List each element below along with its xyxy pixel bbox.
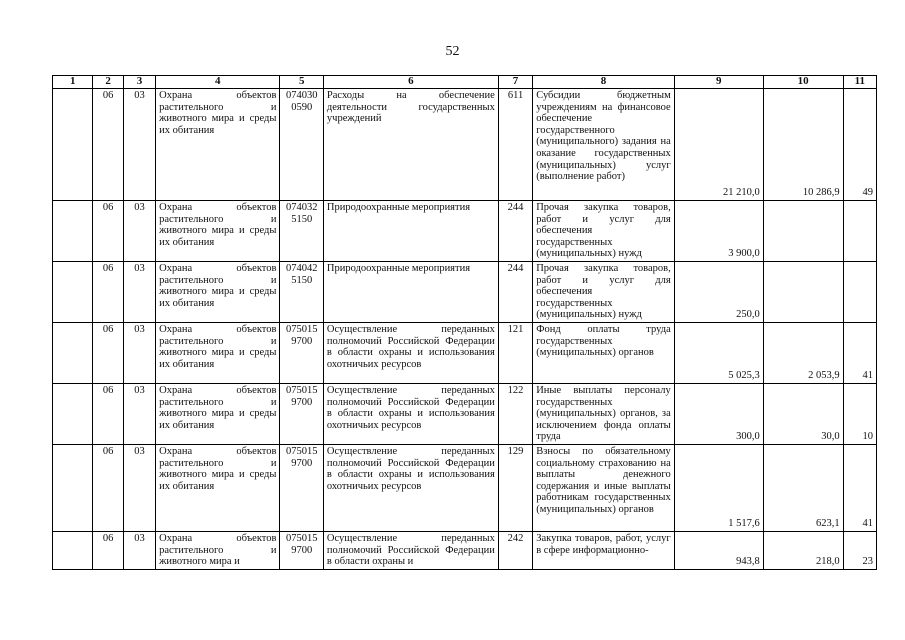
cell-section: 06 xyxy=(93,323,123,384)
cell-target-code: 074030 0590 xyxy=(280,89,323,201)
column-header: 11 xyxy=(843,76,876,89)
table-row xyxy=(53,445,877,532)
cell-target-name: Природоохранные мероприятия xyxy=(323,262,498,323)
cell-section: 06 xyxy=(93,445,123,532)
cell-subsection: 03 xyxy=(123,323,155,384)
column-header: 10 xyxy=(763,76,843,89)
cell-expense-type-code: 121 xyxy=(498,323,532,384)
cell-col1 xyxy=(53,323,93,384)
cell-target-code: 075015 9700 xyxy=(280,532,323,570)
column-header: 7 xyxy=(498,76,532,89)
column-header: 8 xyxy=(533,76,675,89)
cell-percent xyxy=(843,262,876,323)
cell-section: 06 xyxy=(93,532,123,570)
cell-actual-amount: 623,1 xyxy=(763,445,843,532)
cell-planned-amount: 5 025,3 xyxy=(674,323,763,384)
column-header: 5 xyxy=(280,76,323,89)
cell-actual-amount xyxy=(763,201,843,262)
cell-subsection-name: Охрана объектов растительного и животного мира и среды их обитания xyxy=(156,262,280,323)
cell-expense-type-name: Фонд оплаты труда государственных (муниципальных) органов xyxy=(533,323,675,384)
cell-subsection-name: Охрана объектов растительного и животного мира и среды их обитания xyxy=(156,89,280,201)
cell-target-name: Природоохранные мероприятия xyxy=(323,201,498,262)
cell-target-name: Расходы на обеспечение деятельности государственных учреждений xyxy=(323,89,498,201)
cell-percent: 23 xyxy=(843,532,876,570)
cell-actual-amount: 218,0 xyxy=(763,532,843,570)
cell-planned-amount: 943,8 xyxy=(674,532,763,570)
cell-col1 xyxy=(53,201,93,262)
column-header: 1 xyxy=(53,76,93,89)
cell-subsection: 03 xyxy=(123,89,155,201)
cell-col1 xyxy=(53,89,93,201)
cell-target-name: Осуществление переданных полномочий Российской Федерации в области охраны и использования охотничьих ресурсов xyxy=(323,384,498,445)
cell-subsection: 03 xyxy=(123,384,155,445)
cell-percent: 41 xyxy=(843,445,876,532)
cell-expense-type-name: Иные выплаты персоналу государственных (муниципальных) органов, за исключением фонда оплаты труда xyxy=(533,384,675,445)
cell-planned-amount: 1 517,6 xyxy=(674,445,763,532)
cell-subsection-name: Охрана объектов растительного и животного мира и среды их обитания xyxy=(156,201,280,262)
cell-percent: 49 xyxy=(843,89,876,201)
cell-percent xyxy=(843,201,876,262)
cell-subsection: 03 xyxy=(123,445,155,532)
cell-target-code: 075015 9700 xyxy=(280,445,323,532)
cell-expense-type-code: 129 xyxy=(498,445,532,532)
table-row xyxy=(53,532,877,570)
cell-expense-type-code: 611 xyxy=(498,89,532,201)
cell-target-code: 075015 9700 xyxy=(280,323,323,384)
table-row xyxy=(53,201,877,262)
table-row xyxy=(53,384,877,445)
cell-actual-amount: 30,0 xyxy=(763,384,843,445)
cell-planned-amount: 300,0 xyxy=(674,384,763,445)
budget-table xyxy=(52,75,877,570)
cell-target-code: 075015 9700 xyxy=(280,384,323,445)
cell-subsection: 03 xyxy=(123,262,155,323)
column-header: 9 xyxy=(674,76,763,89)
cell-subsection-name: Охрана объектов растительного и животного мира и среды их обитания xyxy=(156,384,280,445)
cell-subsection: 03 xyxy=(123,532,155,570)
cell-actual-amount xyxy=(763,262,843,323)
table-row xyxy=(53,89,877,201)
column-header: 4 xyxy=(156,76,280,89)
cell-target-code: 074032 5150 xyxy=(280,201,323,262)
cell-percent: 41 xyxy=(843,323,876,384)
cell-planned-amount: 250,0 xyxy=(674,262,763,323)
cell-target-code: 074042 5150 xyxy=(280,262,323,323)
cell-actual-amount: 2 053,9 xyxy=(763,323,843,384)
cell-section: 06 xyxy=(93,384,123,445)
cell-subsection-name: Охрана объектов растительного и животного мира и среды их обитания xyxy=(156,323,280,384)
cell-col1 xyxy=(53,532,93,570)
cell-subsection: 03 xyxy=(123,201,155,262)
cell-planned-amount: 21 210,0 xyxy=(674,89,763,201)
cell-expense-type-name: Субсидии бюджетным учреждениям на финансовое обеспечение государственного (муниципального) задания на оказание государственных (муниципальных) услуг (выполнение работ) xyxy=(533,89,675,201)
cell-actual-amount: 10 286,9 xyxy=(763,89,843,201)
cell-col1 xyxy=(53,384,93,445)
cell-col1 xyxy=(53,445,93,532)
cell-target-name: Осуществление переданных полномочий Российской Федерации в области охраны и использования охотничьих ресурсов xyxy=(323,323,498,384)
table-row xyxy=(53,323,877,384)
cell-target-name: Осуществление переданных полномочий Российской Федерации в области охраны и xyxy=(323,532,498,570)
table-row xyxy=(53,262,877,323)
cell-section: 06 xyxy=(93,89,123,201)
cell-section: 06 xyxy=(93,262,123,323)
cell-target-name: Осуществление переданных полномочий Российской Федерации в области охраны и использования охотничьих ресурсов xyxy=(323,445,498,532)
cell-expense-type-name: Взносы по обязательному социальному страхованию на выплаты денежного содержания и иные выплаты работникам государственных (муниципальных) органов xyxy=(533,445,675,532)
cell-expense-type-code: 244 xyxy=(498,262,532,323)
cell-planned-amount: 3 900,0 xyxy=(674,201,763,262)
column-header: 2 xyxy=(93,76,123,89)
column-header: 3 xyxy=(123,76,155,89)
cell-subsection-name: Охрана объектов растительного и животного мира и среды их обитания xyxy=(156,445,280,532)
cell-expense-type-code: 244 xyxy=(498,201,532,262)
page-number: 52 xyxy=(445,44,460,59)
cell-expense-type-name: Прочая закупка товаров, работ и услуг для обеспечения государственных (муниципальных) нужд xyxy=(533,262,675,323)
cell-col1 xyxy=(53,262,93,323)
header-row xyxy=(53,76,877,89)
cell-expense-type-code: 242 xyxy=(498,532,532,570)
cell-expense-type-name: Закупка товаров, работ, услуг в сфере информационно- xyxy=(533,532,675,570)
cell-expense-type-name: Прочая закупка товаров, работ и услуг для обеспечения государственных (муниципальных) нужд xyxy=(533,201,675,262)
column-header: 6 xyxy=(323,76,498,89)
cell-subsection-name: Охрана объектов растительного и животного мира и xyxy=(156,532,280,570)
cell-percent: 10 xyxy=(843,384,876,445)
cell-expense-type-code: 122 xyxy=(498,384,532,445)
cell-section: 06 xyxy=(93,201,123,262)
